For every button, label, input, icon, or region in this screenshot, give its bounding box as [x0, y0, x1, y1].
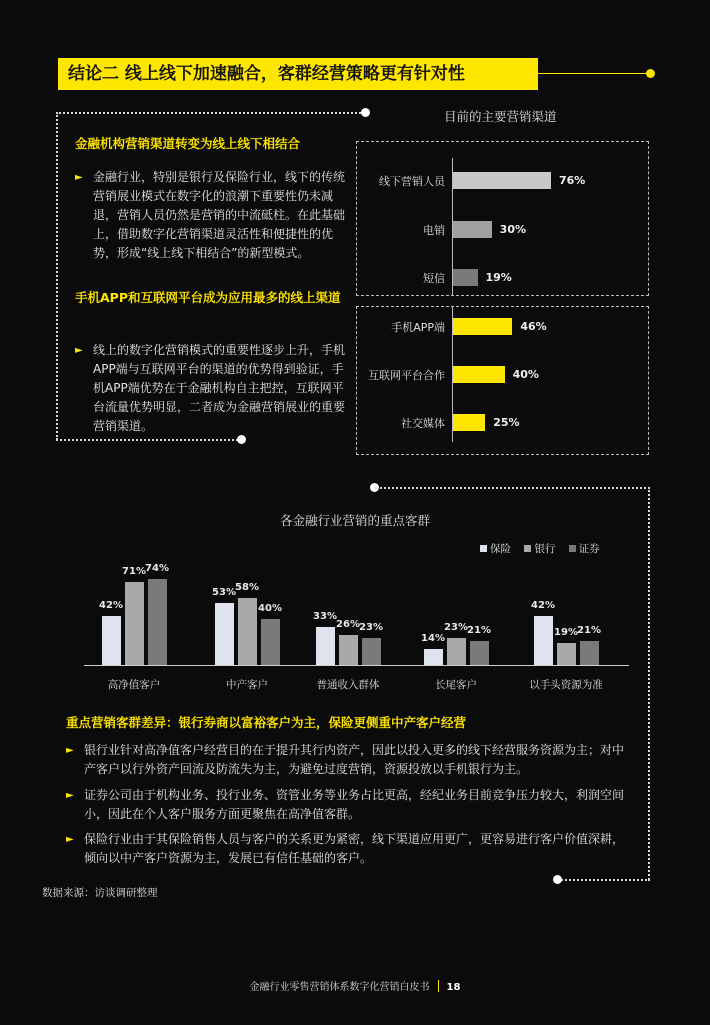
channels-chart-title: 目前的主要营销渠道 [444, 109, 557, 124]
legend-item-bank [524, 543, 555, 555]
customer-bar [424, 649, 443, 665]
channel-value-label: 19% [485, 271, 512, 284]
customer-bar-value: 21% [577, 624, 601, 636]
left-heading-2: 手机APP和互联网平台成为应用最多的线上渠道 [75, 290, 341, 305]
customer-bar [261, 619, 280, 665]
bullet-triangle-icon: ► [75, 345, 83, 356]
customer-category-label: 长尾客户 [435, 679, 477, 691]
customer-bar-value: 33% [313, 610, 337, 622]
customer-chart-title: 各金融行业营销的重点客群 [279, 513, 430, 528]
channel-label: 社交媒体 [401, 417, 445, 430]
legend-item-securities [569, 543, 600, 555]
bottom-bullet-1 [66, 741, 632, 779]
bottom-bullet-3 [66, 830, 632, 868]
customer-bar [148, 579, 167, 665]
section-title-banner: 结论二 线上线下加速融合，客群经营策略更有针对性 [58, 58, 538, 90]
bullet-triangle-icon: ► [75, 172, 83, 183]
left-bullet-2-text: 线上的数字化营销模式的重要性逐步上升，手机APP端与互联网平台的渠道的优势得到验证，手机APP端优势在于金融机构自主把控，互联网平台流量优势明显，二者成为金融营销展业的重要营销渠道。 [93, 343, 346, 433]
customer-bar-value: 23% [444, 622, 468, 634]
banner-end-dot [646, 69, 655, 78]
legend-label: 证券 [578, 543, 600, 555]
bottom-frame-bottom [558, 879, 650, 881]
customer-bar [580, 641, 599, 665]
customer-bar-value: 23% [359, 622, 383, 634]
channel-value-label: 40% [512, 368, 539, 381]
customer-bar-value: 14% [421, 632, 445, 644]
channel-label: 线下营销人员 [379, 175, 445, 188]
legend-label: 保险 [490, 543, 511, 555]
legend-swatch [480, 545, 487, 552]
bullet-triangle-icon: ► [66, 745, 74, 756]
customer-bar-value: 42% [531, 600, 555, 612]
customer-bar-value: 58% [235, 581, 259, 593]
bottom-frame-bottom-dot [553, 875, 562, 884]
customer-bar [215, 603, 234, 665]
customer-chart-baseline [84, 665, 629, 666]
customer-bar [362, 638, 381, 665]
customer-bar [470, 641, 489, 665]
bottom-bullet-3-text: 保险行业由于其保险销售人员与客户的关系更为紧密，线下渠道应用更广，更容易进行客户价值深耕，倾向以中产客户资源为主，发展已有信任基础的客户。 [84, 832, 625, 865]
banner-connector-line [538, 73, 648, 74]
customer-bar [339, 635, 358, 665]
channel-value-label: 76% [559, 174, 586, 187]
channel-value-label: 46% [520, 320, 547, 333]
bottom-frame-right [648, 487, 650, 880]
customer-bar-value: 19% [554, 626, 578, 638]
channel-bar [453, 269, 478, 286]
page-number: 18 [446, 982, 461, 993]
left-heading-1: 金融机构营销渠道转变为线上线下相结合 [75, 136, 301, 151]
left-frame-top-dot [361, 108, 370, 117]
left-bullet-1-text: 金融行业，特别是银行及保险行业，线下的传统营销展业模式在数字化的浪潮下重要性仍未减退，营销人员仍然是营销的中流砥柱。在此基础上，借助数字化营销渠道灵活性和便捷性的优势，形成“线上线下相结合”的新型模式。 [93, 170, 346, 260]
customer-category-label: 以手头资源为准 [529, 679, 603, 691]
customer-category-label: 普通收入群体 [316, 679, 380, 691]
data-source-note: 数据来源：访谈调研整理 [42, 887, 158, 899]
customer-bar [557, 643, 576, 665]
bottom-bullet-2-text: 证券公司由于机构业务、投行业务、资管业务等业务占比更高，经纪业务目前竞争压力较大，利润空间小，因此在个人客户服务方面更聚焦在高净值客群。 [84, 788, 625, 821]
customer-category-label: 中产客户 [226, 679, 268, 691]
channel-label: 电销 [423, 224, 445, 237]
customer-bar [447, 638, 466, 665]
customer-bar-value: 71% [122, 566, 146, 578]
customer-bar [125, 582, 144, 665]
channel-label: 手机APP端 [391, 321, 445, 334]
left-bullet-1 [75, 168, 349, 263]
customer-bar [102, 616, 121, 665]
customer-bar [316, 627, 335, 665]
left-bullet-2 [75, 341, 349, 436]
channel-value-label: 25% [493, 416, 520, 429]
customer-bar [534, 616, 553, 665]
channel-label: 互联网平台合作 [368, 369, 445, 382]
bullet-triangle-icon: ► [66, 790, 74, 801]
page-footer [0, 978, 710, 993]
bottom-frame-top [375, 487, 650, 489]
legend-swatch [569, 545, 576, 552]
channel-value-label: 30% [499, 223, 527, 236]
channel-bar [453, 221, 492, 238]
customer-bar-value: 40% [258, 602, 282, 614]
bottom-bullet-1-text: 银行业针对高净值客户经营目的在于提升其行内资产，因此以投入更多的线下经营服务资源为主；对中产客户以行外资产回流及防流失为主，为避免过度营销，资源投放以手机银行为主。 [84, 743, 625, 776]
left-frame-bottom [56, 439, 242, 441]
left-frame-bottom-dot [237, 435, 246, 444]
customer-category-label: 高净值客户 [107, 679, 161, 691]
customer-bar-value: 74% [145, 563, 169, 574]
customer-bar-value: 26% [336, 618, 360, 630]
channel-bar [453, 414, 485, 431]
footer-doc-title: 金融行业零售营销体系数字化营销白皮书 [249, 982, 430, 993]
legend-swatch [524, 545, 531, 552]
bullet-triangle-icon: ► [66, 834, 74, 845]
bottom-bullet-2 [66, 786, 632, 824]
customer-chart-legend [480, 541, 610, 556]
customer-bar-value: 53% [212, 587, 236, 599]
channel-bar [453, 366, 505, 383]
customer-bar-value: 21% [467, 624, 491, 636]
legend-item-insurance [480, 543, 511, 555]
left-frame-top [56, 112, 364, 114]
channel-bar [453, 172, 551, 189]
channel-label: 短信 [423, 272, 445, 285]
left-frame-left [56, 112, 58, 440]
bottom-heading: 重点营销客群差异：银行券商以富裕客户为主，保险更侧重中产客户经营 [66, 715, 467, 730]
legend-label: 银行 [534, 543, 556, 555]
customer-bar-value: 42% [99, 600, 123, 612]
channel-bar [453, 318, 512, 335]
footer-divider [438, 980, 439, 992]
